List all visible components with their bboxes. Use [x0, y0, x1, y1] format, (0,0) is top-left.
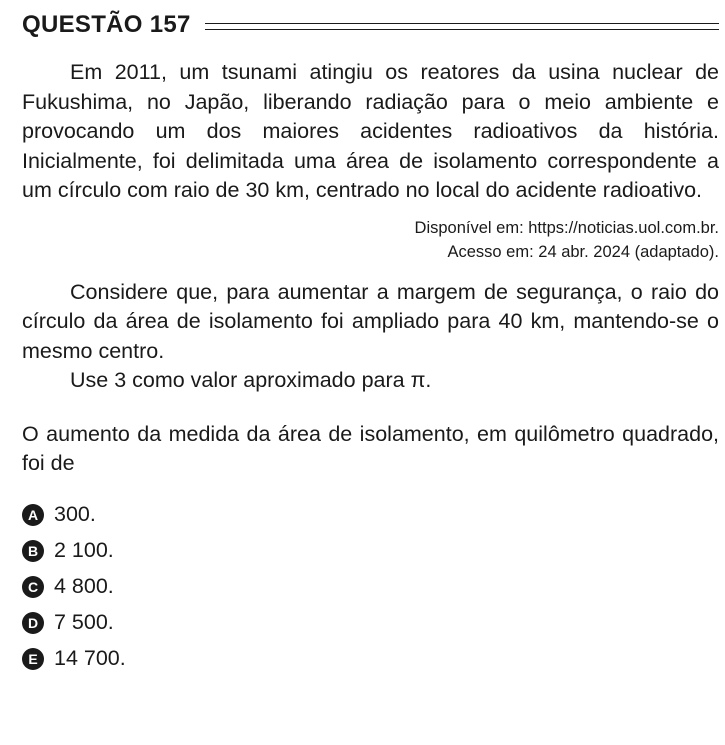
option-text: 14 700. — [54, 646, 126, 670]
option-d[interactable] — [22, 605, 719, 641]
scenario-paragraph: Considere que, para aumentar a margem de segurança, o raio do círculo da área de isolamento foi ampliado para 40 km, mantendo-se o mesmo centro. — [22, 279, 719, 363]
option-letter-badge: D — [22, 612, 44, 634]
source-citation — [22, 216, 719, 264]
option-a[interactable] — [22, 497, 719, 533]
option-letter-badge: C — [22, 576, 44, 598]
option-text: 300. — [54, 502, 96, 526]
option-text: 7 500. — [54, 610, 114, 634]
answer-options — [22, 497, 719, 677]
question-header — [22, 8, 719, 42]
option-letter-badge: A — [22, 504, 44, 526]
question-title: QUESTÃO 157 — [22, 11, 191, 38]
source-url-line: Disponível em: https://noticias.uol.com.br. — [414, 218, 719, 237]
option-e[interactable] — [22, 641, 719, 677]
context-paragraph: Em 2011, um tsunami atingiu os reatores da usina nuclear de Fukushima, no Japão, liberando radiação para o meio ambiente e provocando um dos maiores acidentes radioativos da história. Inicialmente, foi delimitada uma área de isolamento correspondente a um círculo com raio de 30 km, centrado no local do acidente radioativo. — [22, 60, 719, 202]
pi-instruction: Use 3 como valor aproximado para π. — [70, 368, 432, 392]
question-prompt: O aumento da medida da área de isolamento, em quilômetro quadrado, foi de — [22, 421, 719, 475]
option-b[interactable] — [22, 533, 719, 569]
source-access-line: Acesso em: 24 abr. 2024 (adaptado). — [447, 242, 719, 261]
option-letter-badge: B — [22, 540, 44, 562]
header-double-rule — [205, 23, 719, 30]
option-c[interactable] — [22, 569, 719, 605]
option-text: 4 800. — [54, 574, 114, 598]
option-letter-badge: E — [22, 648, 44, 670]
question-block — [22, 8, 719, 677]
option-text: 2 100. — [54, 538, 114, 562]
